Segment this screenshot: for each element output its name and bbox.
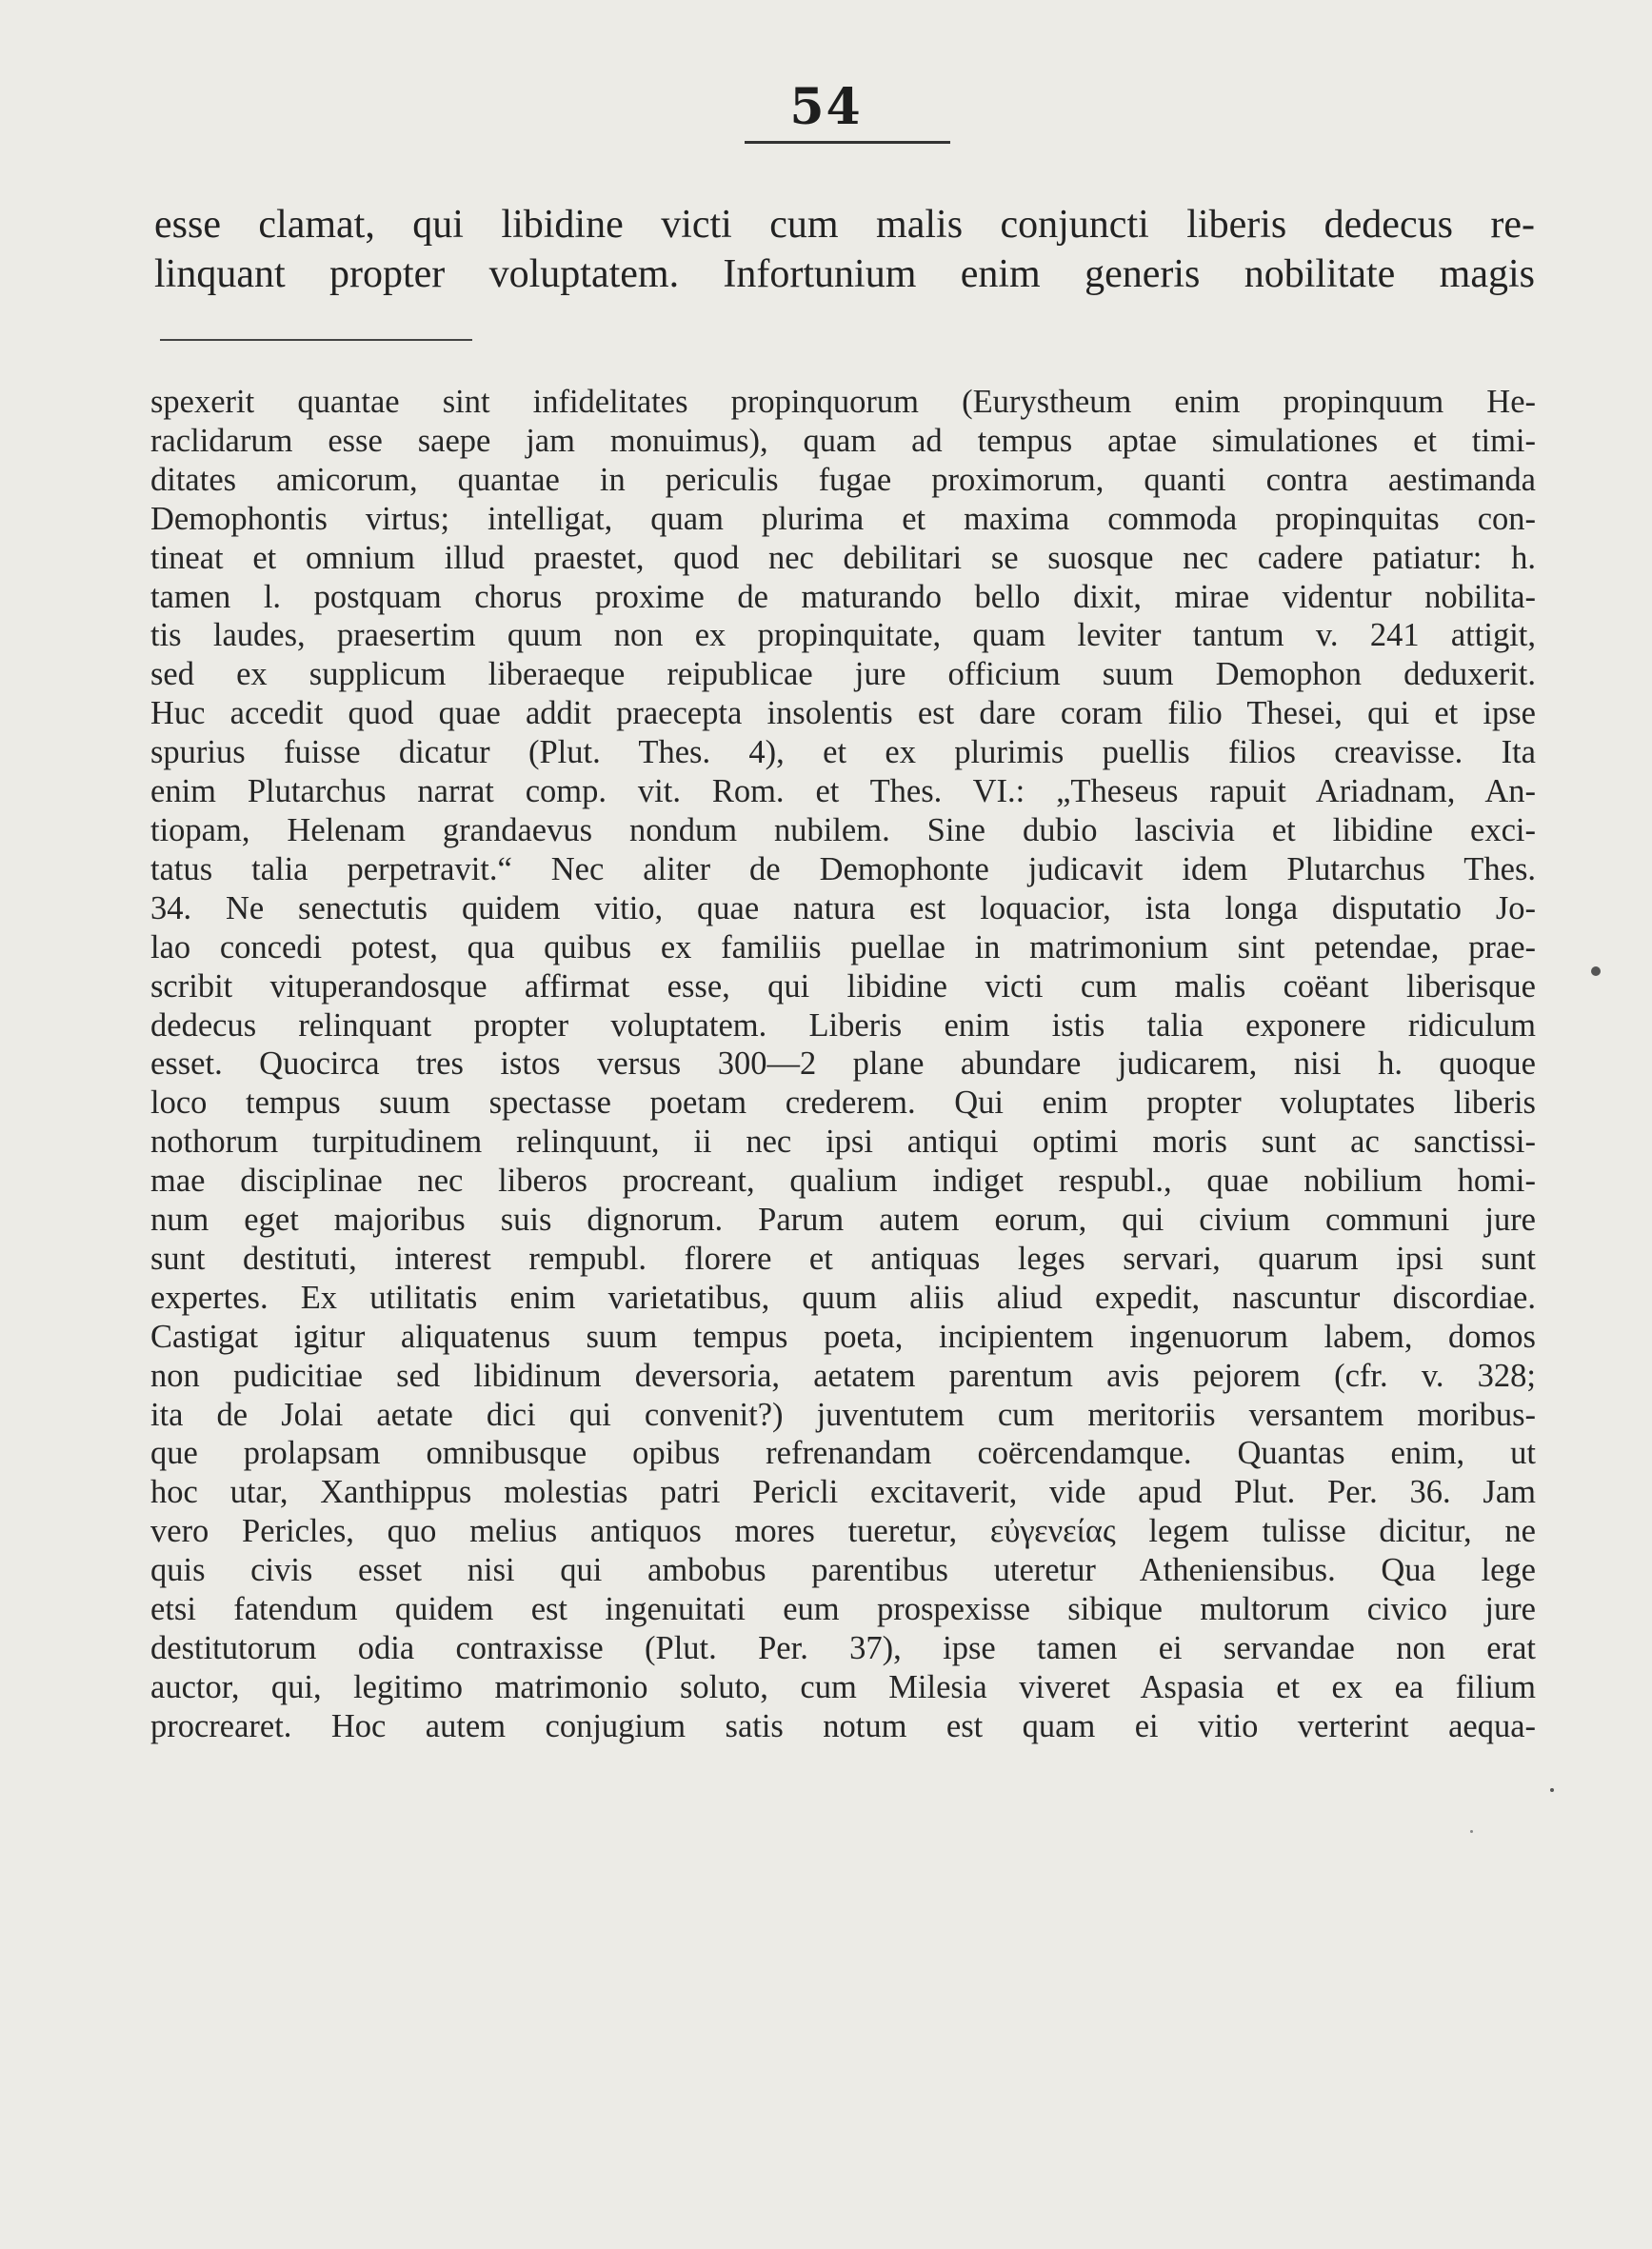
- footnote-line: spexerit quantae sint infidelitates propinquorum (Eurystheum enim propinquum He-: [150, 384, 1536, 420]
- footnote-line: esset. Quocirca tres istos versus 300—2 plane abundare judicarem, nisi h. quoque: [150, 1045, 1536, 1083]
- footnote-line: non pudicitiae sed libidinum deversoria, aetatem parentum avis pejorem (cfr. v. 328;: [150, 1357, 1536, 1394]
- footnote-line: ita de Jolai aetate dici qui convenit?) juventutem cum meritoriis versantem moribus-: [150, 1396, 1536, 1433]
- paper-speck: [1591, 966, 1601, 976]
- footnote-rule: [160, 339, 472, 341]
- footnote-line: auctor, qui, legitimo matrimonio soluto, cum Milesia viveret Aspasia et ex ea filium: [150, 1668, 1536, 1705]
- footnote-line: scribit vituperandosque affirmat esse, qui libidine victi cum malis coëant liberisque: [150, 967, 1536, 1005]
- paper-speck: [1470, 1830, 1473, 1833]
- footnote-line: tiopam, Helenam grandaevus nondum nubilem. Sine dubio lascivia et libidine exci-: [150, 811, 1536, 848]
- footnote-line: procrearet. Hoc autem conjugium satis notum est quam ei vitio verterint aequa-: [150, 1707, 1536, 1744]
- footnote-line: expertes. Ex utilitatis enim varietatibus, quum aliis aliud expedit, nascuntur discordiae.: [150, 1279, 1536, 1316]
- footnote-line: hoc utar, Xanthippus molestias patri Pericli excitaverit, vide apud Plut. Per. 36. Jam: [150, 1474, 1536, 1511]
- footnote-line: dedecus relinquant propter voluptatem. Liberis enim istis talia exponere ridiculum: [150, 1006, 1536, 1044]
- footnote-line: 34. Ne senectutis quidem vitio, quae natura est loquacior, ista longa disputatio Jo-: [150, 889, 1536, 926]
- footnote-line: num eget majoribus suis dignorum. Parum autem eorum, qui civium communi jure: [150, 1202, 1536, 1239]
- footnote-line: Huc accedit quod quae addit praecepta insolentis est dare coram filio Thesei, qui et ipse: [150, 695, 1536, 732]
- footnote-line: vero Pericles, quo melius antiquos mores tueretur, εὐγενείας legem tulisse dicitur, ne: [150, 1513, 1536, 1550]
- footnote-line: spurius fuisse dicatur (Plut. Thes. 4), et ex plurimis puellis filios creavisse. Ita: [150, 734, 1536, 771]
- footnote-line: ditates amicorum, quantae in periculis fugae proximorum, quanti contra aestimanda: [150, 461, 1536, 498]
- footnote-line: tatus talia perpetravit.“ Nec aliter de Demophonte judicavit idem Plutarchus Thes.: [150, 850, 1536, 887]
- footnote-line: nothorum turpitudinem relinquunt, ii nec ipsi antiqui optimi moris sunt ac sanctissi-: [150, 1124, 1536, 1161]
- footnote-line: enim Plutarchus narrat comp. vit. Rom. et Thes. VI.: „Theseus rapuit Ariadnam, An-: [150, 773, 1536, 810]
- header-rule: [745, 141, 950, 144]
- footnote-line: etsi fatendum quidem est ingenuitati eum prospexisse sibique multorum civico jure: [150, 1591, 1536, 1628]
- footnote-line: Castigat igitur aliquatenus suum tempus poeta, incipientem ingenuorum labem, domos: [150, 1318, 1536, 1355]
- footnote-line: mae disciplinae nec liberos procreant, qualium indiget respubl., quae nobilium homi-: [150, 1163, 1536, 1200]
- page-number: 54: [789, 78, 863, 136]
- main-text-line: esse clamat, qui libidine victi cum malis conjuncti liberis dedecus re-: [154, 203, 1535, 247]
- footnote-line: sunt destituti, interest rempubl. florere et antiquas leges servari, quarum ipsi sunt: [150, 1240, 1536, 1277]
- main-text-line: linquant propter voluptatem. Infortunium enim generis nobilitate magis: [154, 252, 1535, 296]
- footnote-line: raclidarum esse saepe jam monuimus), quam ad tempus aptae simulationes et timi-: [150, 422, 1536, 459]
- footnote-line: loco tempus suum spectasse poetam crederem. Qui enim propter voluptates liberis: [150, 1085, 1536, 1122]
- footnote-line: quis civis esset nisi qui ambobus parentibus uteretur Atheniensibus. Qua lege: [150, 1552, 1536, 1589]
- footnote-line: destitutorum odia contraxisse (Plut. Per. 37), ipse tamen ei servandae non erat: [150, 1630, 1536, 1666]
- footnote-line: sed ex supplicum liberaeque reipublicae jure officium suum Demophon deduxerit.: [150, 656, 1536, 693]
- footnote: [150, 383, 1536, 1746]
- footnote-line: que prolapsam omnibusque opibus refrenandam coërcendamque. Quantas enim, ut: [150, 1435, 1536, 1472]
- footnote-line: Demophontis virtus; intelligat, quam plurima et maxima commoda propinquitas con-: [150, 500, 1536, 537]
- paper-speck: [1550, 1788, 1554, 1792]
- footnote-line: tineat et omnium illud praestet, quod nec debilitari se suosque nec cadere patiatur: h.: [150, 539, 1536, 576]
- footnote-line: lao concedi potest, qua quibus ex familiis puellae in matrimonium sint petendae, prae-: [150, 928, 1536, 965]
- main-text: [154, 200, 1535, 299]
- footnote-line: tis laudes, praesertim quum non ex propinquitate, quam leviter tantum v. 241 attigit,: [150, 617, 1536, 654]
- footnote-line: tamen l. postquam chorus proxime de maturando bello dixit, mirae videntur nobilita-: [150, 578, 1536, 615]
